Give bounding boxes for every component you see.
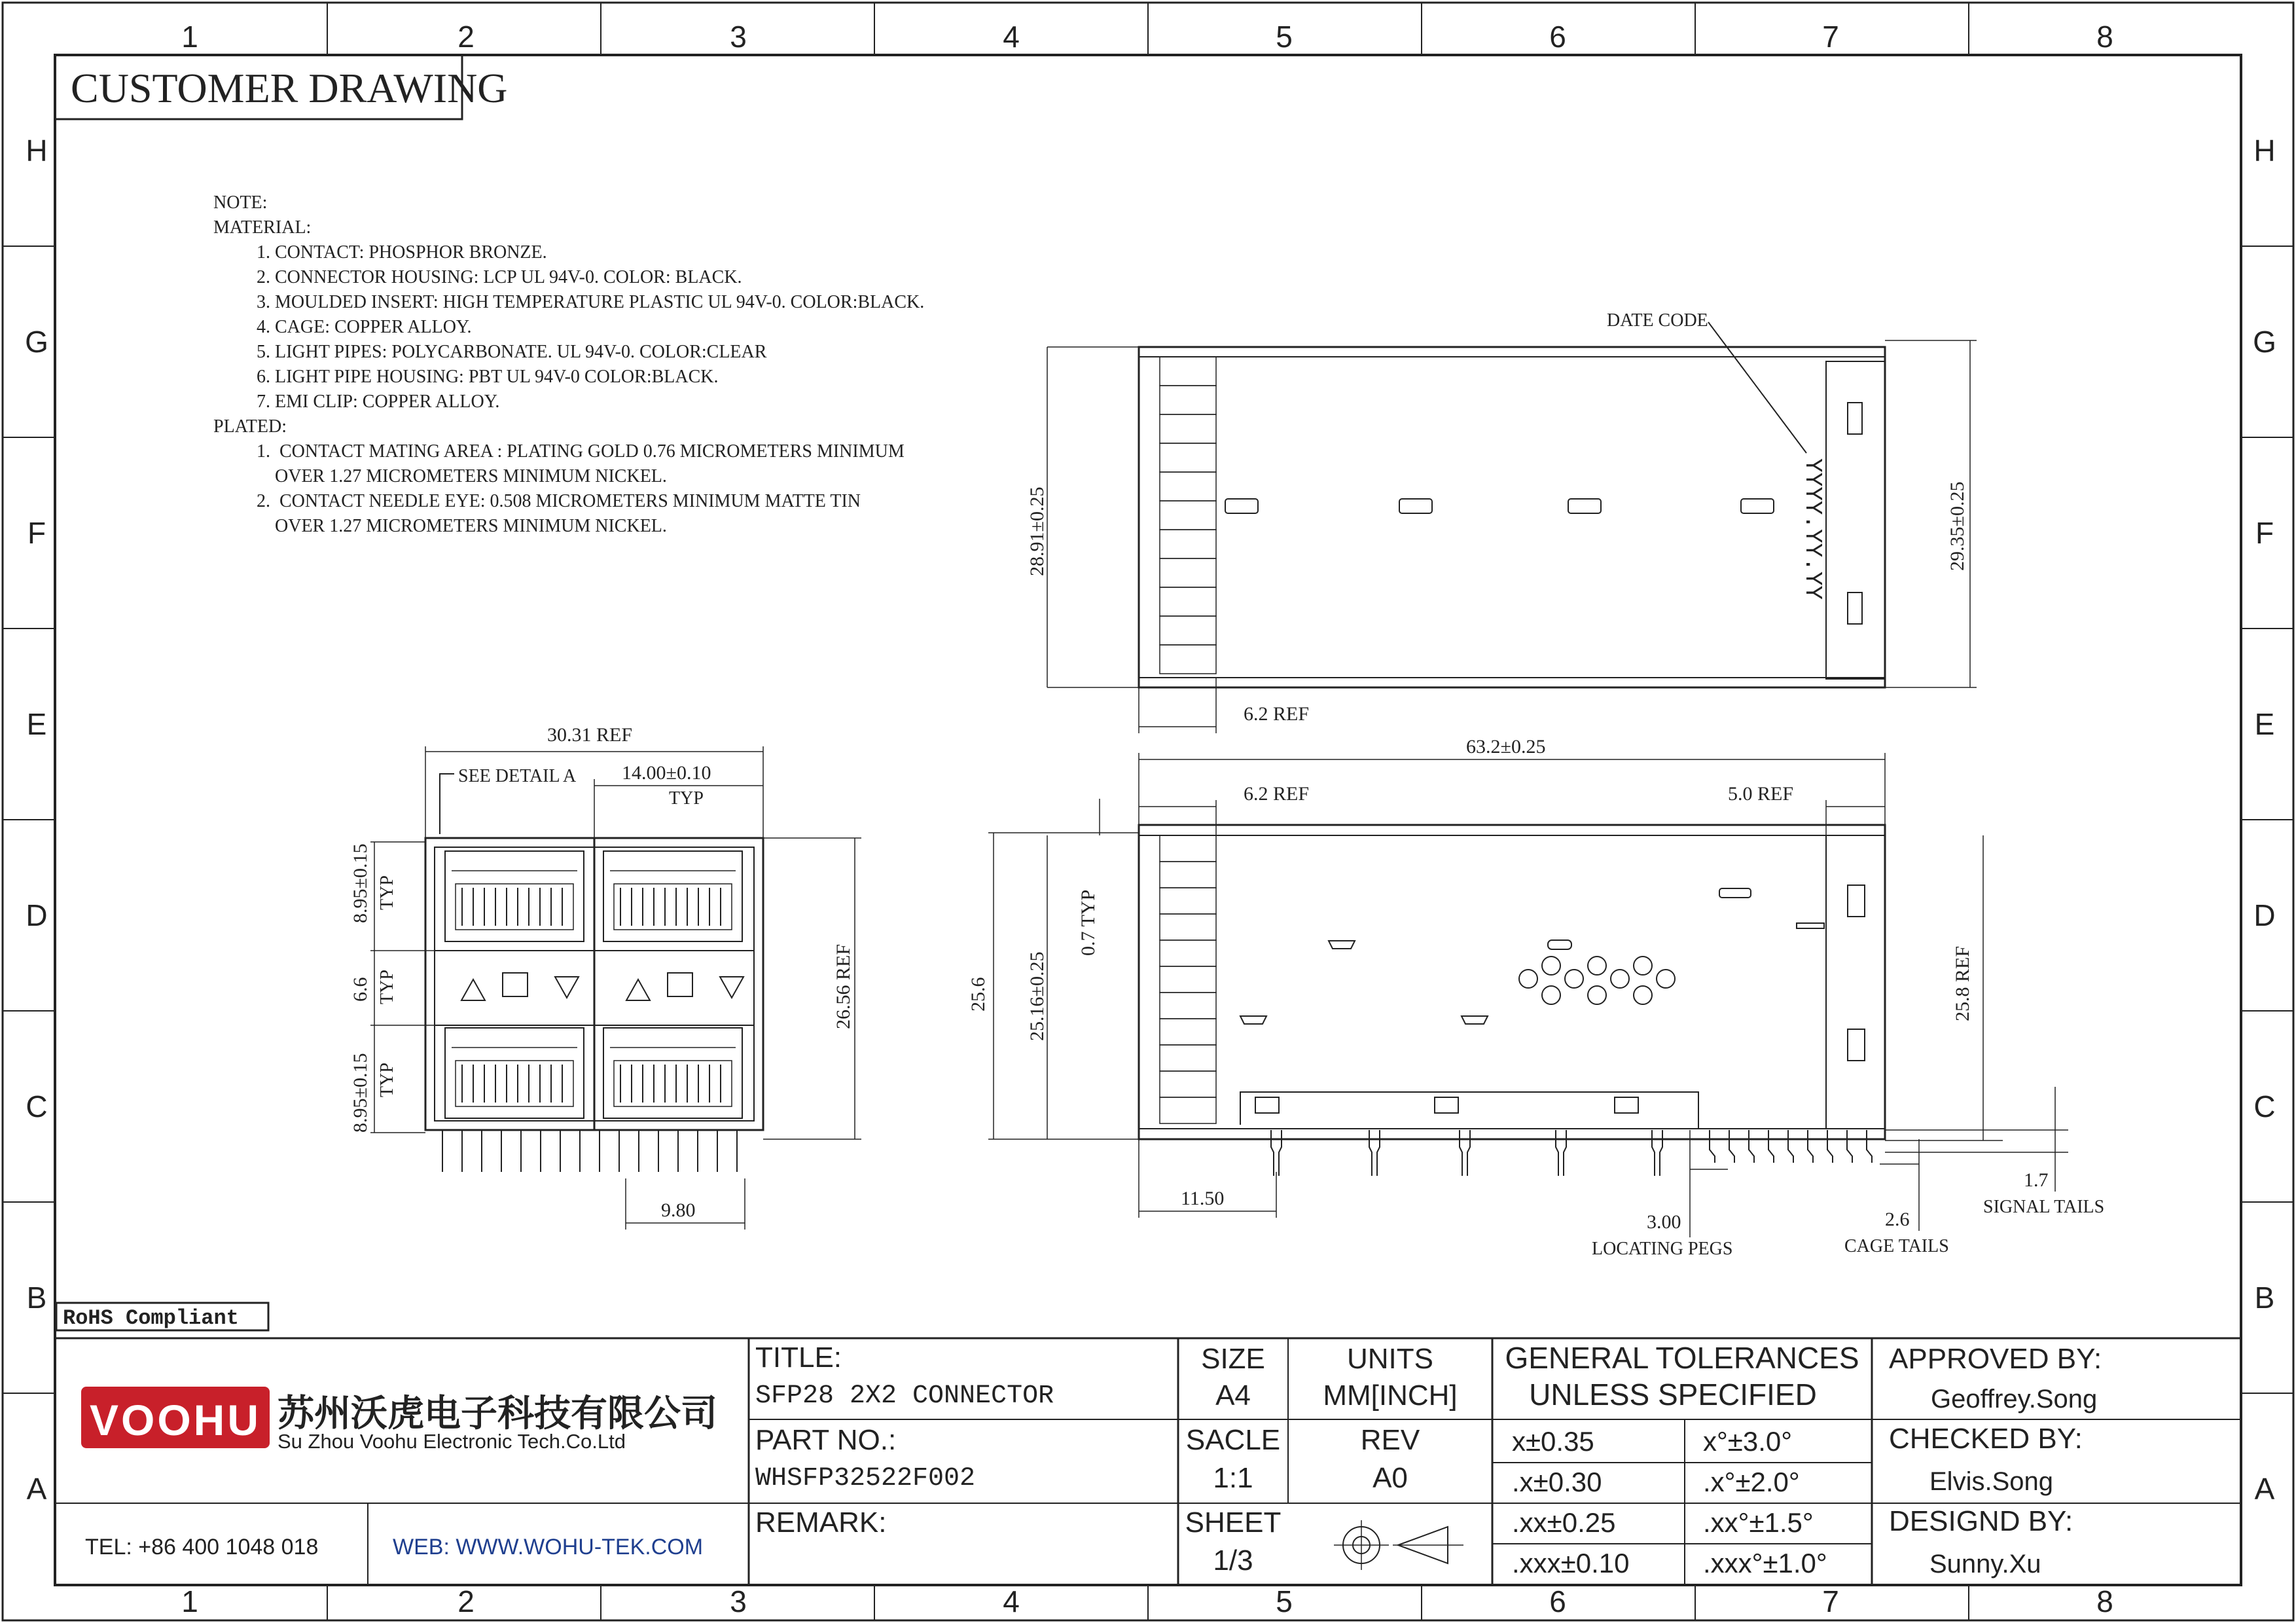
designed-by-label: DESIGND BY: [1889,1505,2073,1537]
dim-1-7: 1.7 [2024,1169,2049,1191]
tolerance-angular: .xx°±1.5° [1703,1507,1814,1538]
dim-30-31-ref: 30.31 REF [547,724,633,746]
row-label-e: E [26,707,47,741]
col-label-2-bottom: 2 [457,1584,475,1618]
vent-hole [1657,970,1675,988]
rear-flange [1826,835,1885,1129]
rohs-label: RoHS Compliant [63,1306,239,1330]
light-pipe [503,973,528,996]
row-label-g: G [25,325,48,359]
spring-tab [1462,1016,1488,1024]
cage-tail [1768,1130,1774,1163]
sheet-label: SHEET [1185,1506,1282,1539]
press-fit-pin [1460,1130,1470,1176]
row-label-c-right: C [2253,1089,2276,1123]
row-label-h-right: H [2253,134,2276,168]
vent-hole [1542,986,1560,1004]
cage-tail [1749,1130,1754,1163]
dim-14-00: 14.00±0.10 [622,762,711,784]
note-heading: NOTE: [213,192,268,213]
dim-25-8-ref: 25.8 REF [1952,945,1973,1021]
approved-by-value: Geoffrey.Song [1931,1385,2098,1413]
dim-0-7-typ: 0.7 TYP [1077,889,1099,956]
port-opening [603,1028,742,1118]
comb-cell [1160,993,1216,1019]
housing-window [1435,1097,1458,1113]
port-opening [445,1028,584,1118]
tab [1399,499,1432,513]
row-label-h: H [26,134,48,168]
company-name-en: Su Zhou Voohu Electronic Tech.Co.Ltd [278,1430,626,1453]
projection-symbol-icon [1334,1520,1463,1570]
press-fit-pin [1556,1130,1566,1176]
tab [1741,499,1774,513]
vent-holes [1519,940,1675,1004]
dim-3-00: 3.00 [1647,1211,1681,1233]
row-label-e-right: E [2254,707,2275,741]
plated-line: 1. CONTACT MATING AREA : PLATING GOLD 0.76 MICROMETERS MINIMUM [257,441,905,462]
cage-tails-label: CAGE TAILS [1844,1236,1949,1256]
tolerance-heading-1: GENERAL TOLERANCES [1505,1341,1859,1375]
press-fit-pin [1652,1130,1662,1176]
col-label-6-bottom: 6 [1549,1584,1566,1618]
dim-63-2: 63.2±0.25 [1466,736,1546,757]
light-pipe-up [461,979,485,1000]
vent-hole [1634,957,1652,975]
vent-slot [1548,940,1571,949]
light-pipe-up [626,979,650,1000]
dim-26-56-ref: 26.56 REF [833,943,854,1029]
front-view [350,724,861,1230]
comb-cell [1160,1045,1216,1071]
col-label-3-bottom: 3 [730,1584,747,1618]
part-no-value: WHSFP32522F002 [755,1464,976,1493]
row-label-g-right: G [2253,325,2276,359]
tolerance-heading-2: UNLESS SPECIFIED [1529,1377,1817,1412]
comb-cell [1160,835,1216,862]
col-label-8-bottom: 8 [2096,1584,2113,1618]
vent-hole [1634,986,1652,1004]
material-line: 2. CONNECTOR HOUSING: LCP UL 94V-0. COLOR: BLACK. [257,267,742,287]
row-label-a: A [26,1472,47,1506]
side-latch-comb [1160,835,1216,1123]
tolerance-linear: .xxx±0.10 [1512,1548,1630,1578]
comb-cell [1160,888,1216,914]
material-line: 6. LIGHT PIPE HOUSING: PBT UL 94V-0 COLOR:BLACK. [257,367,719,387]
date-code-value: YYYY.YY.YY [1799,458,1826,600]
comb-cell [1160,386,1216,414]
rear-slot [1848,1029,1865,1061]
row-label-f: F [27,516,46,550]
comb-cell [1160,862,1216,888]
drawing-title: CUSTOMER DRAWING [71,65,508,111]
scale-value: 1:1 [1213,1462,1253,1494]
spring-tab [1240,1016,1266,1024]
material-line: 3. MOULDED INSERT: HIGH TEMPERATURE PLASTIC UL 94V-0. COLOR:BLACK. [257,292,925,312]
tolerance-angular: x°±3.0° [1703,1426,1793,1457]
vent-hole [1565,970,1583,988]
comb-cell [1160,558,1216,587]
dim-gap-typ: TYP [377,970,397,1004]
housing-window [1615,1097,1638,1113]
port-opening [603,851,742,941]
remark-label: REMARK: [755,1506,887,1539]
dim-25-16: 25.16±0.25 [1026,951,1048,1041]
col-label-2: 2 [457,20,475,54]
rear-flange [1826,361,1885,679]
light-pipe-down [720,977,744,998]
sheet-value: 1/3 [1213,1544,1253,1577]
front-latch-comb [1160,357,1216,674]
comb-cell [1160,1097,1216,1123]
tab [1225,499,1258,513]
plated-line: OVER 1.27 MICROMETERS MINIMUM NICKEL. [257,516,667,536]
designed-by-value: Sunny.Xu [1929,1550,2041,1578]
front-pins [442,1130,737,1172]
see-detail-a: SEE DETAIL A [458,766,577,786]
row-label-d: D [26,898,48,932]
press-fit-pin [1271,1130,1282,1176]
dim-14-00-typ: TYP [669,788,704,809]
material-line: 4. CAGE: COPPER ALLOY. [257,317,472,337]
material-heading: MATERIAL: [213,217,312,238]
comb-cell [1160,414,1216,443]
press-fit-pin [1369,1130,1380,1176]
row-label-d-right: D [2253,898,2276,932]
dim-port-lower: 8.95±0.15 [350,1053,371,1133]
col-label-1-bottom: 1 [181,1584,198,1618]
comb-cell [1160,357,1216,386]
size-value: A4 [1215,1379,1251,1412]
col-label-8: 8 [2096,20,2113,54]
top-view [1026,310,1977,733]
housing-window [1255,1097,1279,1113]
dim-5-0-ref: 5.0 REF [1728,783,1794,805]
comb-cell [1160,914,1216,940]
top-view-body [1139,347,1885,687]
comb-cell [1160,616,1216,645]
rev-label: REV [1360,1424,1420,1456]
col-label-4-bottom: 4 [1003,1584,1020,1618]
dim-port-upper: 8.95±0.15 [350,843,371,923]
dim-height-left: 28.91±0.25 [1026,486,1048,576]
vent-hole [1611,970,1629,988]
detail-leader [440,774,454,834]
row-label-a-right: A [2254,1472,2275,1506]
rear-slot [1848,885,1865,917]
tab [1568,499,1601,513]
rear-slot [1848,593,1862,624]
spring-tab [1329,941,1355,949]
cage-tail [1808,1130,1813,1163]
locating-pegs-label: LOCATING PEGS [1592,1239,1733,1259]
material-line: 1. CONTACT: PHOSPHOR BRONZE. [257,242,547,263]
comb-cell [1160,501,1216,530]
side-view [967,736,2104,1259]
plated-line: OVER 1.27 MICROMETERS MINIMUM NICKEL. [257,466,667,486]
dim-height-right: 29.35±0.25 [1946,481,1968,571]
comb-cell [1160,472,1216,501]
dim-gap: 6.6 [350,977,371,1002]
plated-line: 2. CONTACT NEEDLE EYE: 0.508 MICROMETERS MINIMUM MATTE TIN [257,491,861,511]
size-label: SIZE [1201,1343,1265,1375]
logo-text: VOOHU [89,1396,262,1444]
tolerance-linear: .x±0.30 [1512,1467,1602,1497]
vent-hole [1588,957,1606,975]
comb-cell [1160,443,1216,472]
dim-6-2-ref-side: 6.2 REF [1244,783,1310,805]
dim-11-50: 11.50 [1181,1188,1225,1209]
telephone: TEL: +86 400 1048 018 [85,1535,319,1559]
col-label-3: 3 [730,20,747,54]
cage-tail [1710,1130,1715,1163]
comb-cell [1160,940,1216,966]
cage-tail [1847,1130,1852,1163]
part-no-label: PART NO.: [755,1424,897,1456]
approved-by-label: APPROVED BY: [1889,1343,2102,1375]
rear-slot [1848,403,1862,434]
dim-port-lower-typ: TYP [377,1063,397,1097]
dim-port-upper-typ: TYP [377,875,397,910]
dim-6-2-ref-top: 6.2 REF [1244,703,1310,725]
signal-tails-label: SIGNAL TAILS [1983,1197,2105,1217]
col-label-7: 7 [1822,20,1839,54]
slot [1797,923,1824,928]
dim-2-6: 2.6 [1885,1209,1910,1230]
col-label-7-bottom: 7 [1822,1584,1839,1618]
company-name-cn: 苏州沃虎电子科技有限公司 [278,1393,717,1434]
title-value: SFP28 2X2 CONNECTOR [755,1381,1054,1411]
date-code-leader [1708,322,1806,453]
col-label-1: 1 [181,20,198,54]
tolerance-angular: .x°±2.0° [1703,1467,1800,1497]
press-fit-pins [1271,1130,1872,1176]
row-label-b: B [26,1281,47,1315]
comb-cell [1160,966,1216,993]
slot [1719,888,1751,898]
cage-tail [1729,1130,1734,1163]
scale-label: SACLE [1185,1424,1281,1456]
light-pipe-down [555,977,579,998]
vent-hole [1542,957,1560,975]
title-label: TITLE: [755,1341,842,1374]
col-label-6: 6 [1549,20,1566,54]
col-label-5-bottom: 5 [1276,1584,1293,1618]
checked-by-value: Elvis.Song [1929,1467,2053,1496]
units-value: MM[INCH] [1323,1379,1458,1412]
col-label-5: 5 [1276,20,1293,54]
col-label-4: 4 [1003,20,1020,54]
vent-hole [1519,970,1537,988]
dim-25-6: 25.6 [967,977,989,1012]
units-label: UNITS [1347,1343,1433,1375]
checked-by-label: CHECKED BY: [1889,1423,2083,1455]
material-line: 7. EMI CLIP: COPPER ALLOY. [257,392,500,412]
vent-hole [1588,986,1606,1004]
cage-tail [1788,1130,1793,1163]
date-code-label: DATE CODE [1607,310,1708,331]
cage-tail [1867,1130,1872,1163]
plated-heading: PLATED: [213,416,287,437]
rev-value: A0 [1372,1462,1408,1494]
comb-cell [1160,645,1216,674]
comb-cell [1160,530,1216,558]
row-label-c: C [26,1089,48,1123]
title-block [55,1303,2241,1585]
tolerance-linear: .xx±0.25 [1512,1507,1616,1538]
light-pipes [461,973,744,1000]
comb-cell [1160,1071,1216,1097]
comb-cell [1160,587,1216,616]
port-opening [445,851,584,941]
row-label-b-right: B [2254,1281,2275,1315]
material-line: 5. LIGHT PIPES: POLYCARBONATE. UL 94V-0. COLOR:CLEAR [257,342,767,362]
tolerance-angular: .xxx°±1.0° [1703,1548,1827,1578]
notes-block [213,192,924,536]
comb-cell [1160,1019,1216,1045]
website-link[interactable]: WEB: WWW.WOHU-TEK.COM [393,1535,704,1559]
tolerance-linear: x±0.35 [1512,1426,1594,1457]
dim-9-80: 9.80 [661,1199,696,1221]
row-label-f-right: F [2255,516,2274,550]
light-pipe [668,973,692,996]
cage-tail [1827,1130,1833,1163]
